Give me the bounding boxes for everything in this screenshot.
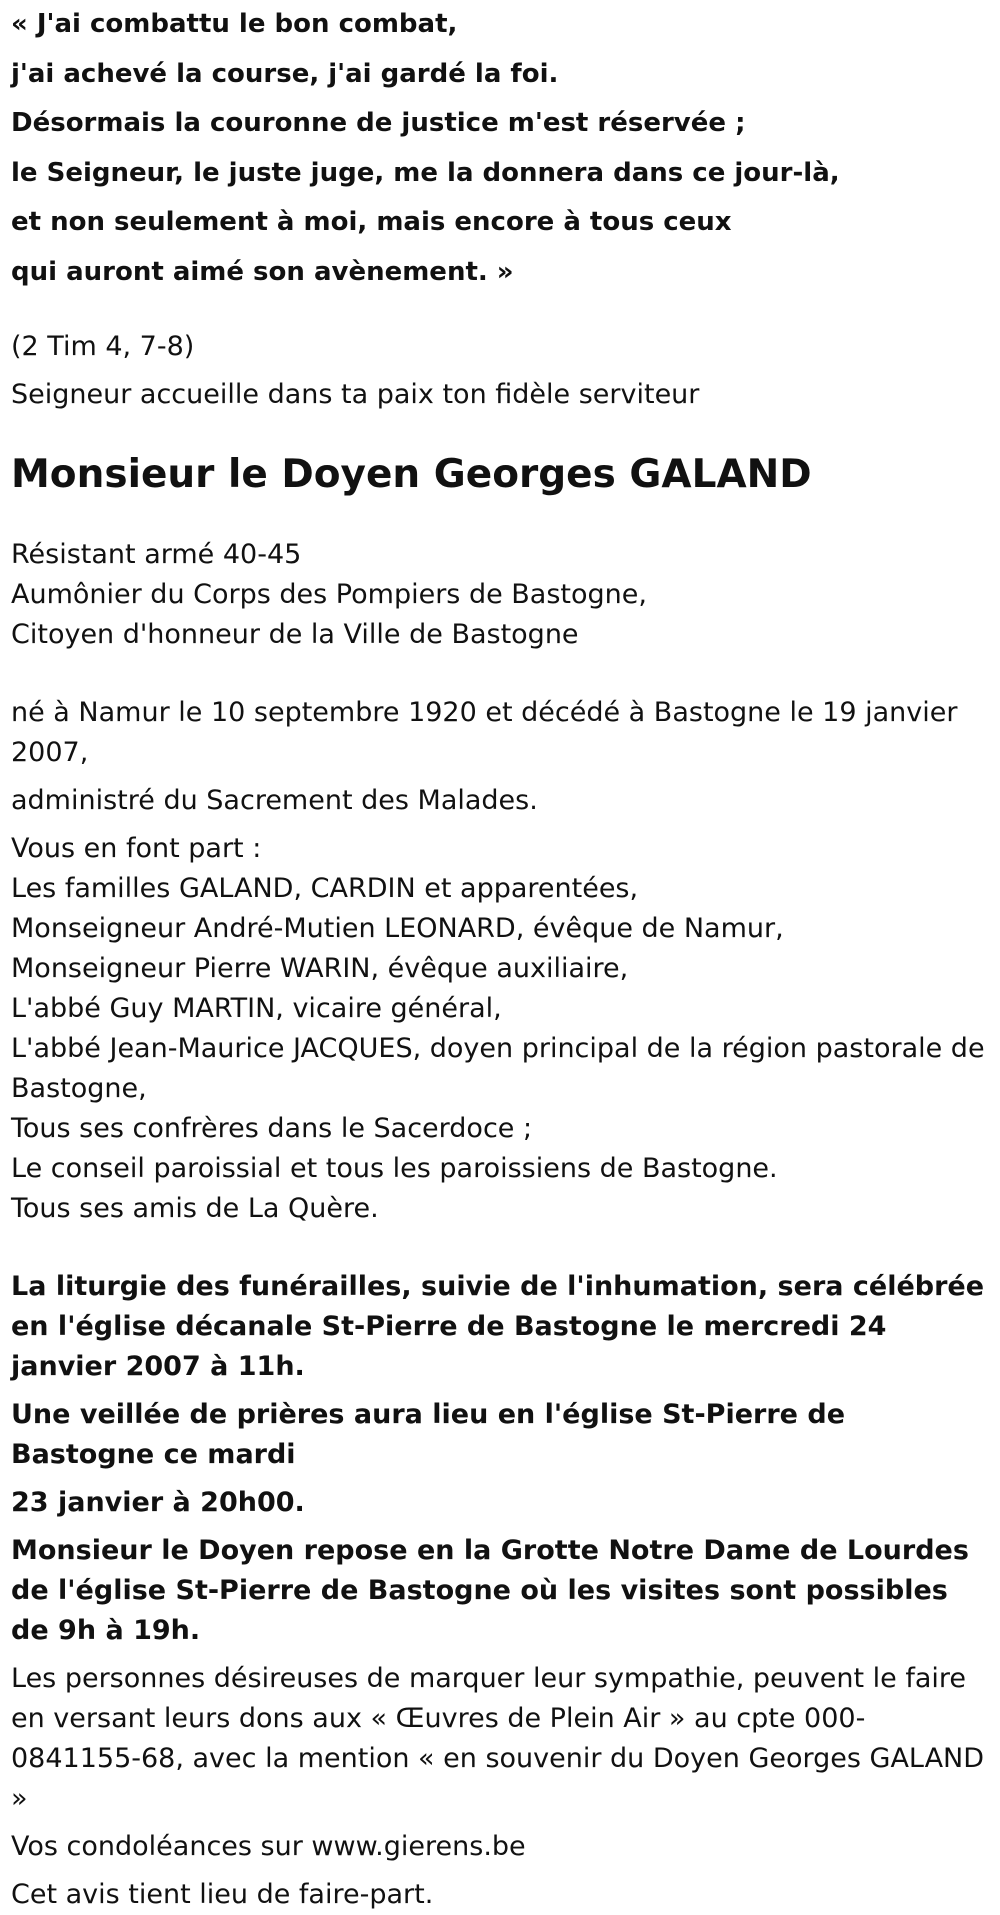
condolences-line: Vos condoléances sur www.gierens.be — [11, 1831, 526, 1862]
verse-line: qui auront aimé son avènement. » — [11, 256, 514, 287]
verse-line: j'ai achevé la course, j'ai gardé la foi. — [11, 58, 559, 89]
title-line: Aumônier du Corps des Pompiers de Bastogne, — [11, 579, 647, 610]
vigil-date: 23 janvier à 20h00. — [11, 1487, 305, 1518]
announcers-intro: Vous en font part : — [11, 833, 262, 864]
verse-reference: (2 Tim 4, 7-8) — [11, 331, 195, 362]
title-line: Citoyen d'honneur de la Ville de Bastogne — [11, 619, 579, 650]
bible-verse — [11, 0, 991, 297]
announcer-item: Les familles GALAND, CARDIN et apparentées, — [11, 873, 639, 904]
verse-line: Désormais la couronne de justice m'est réservée ; — [11, 108, 746, 138]
announcer-item: Tous ses amis de La Quère. — [11, 1193, 379, 1224]
funeral-announcement: La liturgie des funérailles, suivie de l'inhumation, sera célébrée en l'église décanale St-Pierre de Bastogne le mercredi 24 janvier 2007 à 11h. — [11, 1271, 985, 1382]
deceased-name: Monsieur le Doyen Georges GALAND — [11, 452, 812, 497]
vigil-announcement: Une veillée de prières aura lieu en l'église St-Pierre de Bastogne ce mardi — [11, 1399, 846, 1470]
announcer-item: L'abbé Jean-Maurice JACQUES, doyen principal de la région pastorale de Bastogne, — [11, 1033, 985, 1104]
obituary-notice — [11, 0, 991, 1915]
announcer-item: Monseigneur Pierre WARIN, évêque auxiliaire, — [11, 953, 629, 984]
verse-line: et non seulement à moi, mais encore à tous ceux — [11, 207, 732, 237]
notice-line: Cet avis tient lieu de faire-part. — [11, 1879, 434, 1910]
announcer-item: Tous ses confrères dans le Sacerdoce ; — [11, 1113, 533, 1144]
sacrament-line: administré du Sacrement des Malades. — [11, 785, 538, 816]
donation-info: Les personnes désireuses de marquer leur sympathie, peuvent le faire en versant leurs dons aux « Œuvres de Plein Air » au cpte 000-0841155-68, avec la mention « en souvenir du Doyen Georges GALAND » — [11, 1663, 985, 1814]
verse-line: « J'ai combattu le bon combat, — [11, 9, 458, 39]
birth-death-line: né à Namur le 10 septembre 1920 et décédé à Bastogne le 19 janvier 2007, — [11, 697, 958, 768]
visitation-info: Monsieur le Doyen repose en la Grotte Notre Dame de Lourdes de l'église St-Pierre de Bastogne où les visites sont possibles de 9h à 19h. — [11, 1535, 969, 1646]
prayer-line: Seigneur accueille dans ta paix ton fidèle serviteur — [11, 379, 700, 410]
deceased-titles — [11, 535, 991, 655]
announcers-block — [11, 829, 991, 1229]
title-line: Résistant armé 40-45 — [11, 539, 302, 570]
announcer-item: L'abbé Guy MARTIN, vicaire général, — [11, 993, 502, 1024]
verse-line: le Seigneur, le juste juge, me la donnera dans ce jour-là, — [11, 157, 840, 188]
announcer-item: Le conseil paroissial et tous les paroissiens de Bastogne. — [11, 1153, 778, 1184]
announcer-item: Monseigneur André-Mutien LEONARD, évêque de Namur, — [11, 913, 784, 944]
